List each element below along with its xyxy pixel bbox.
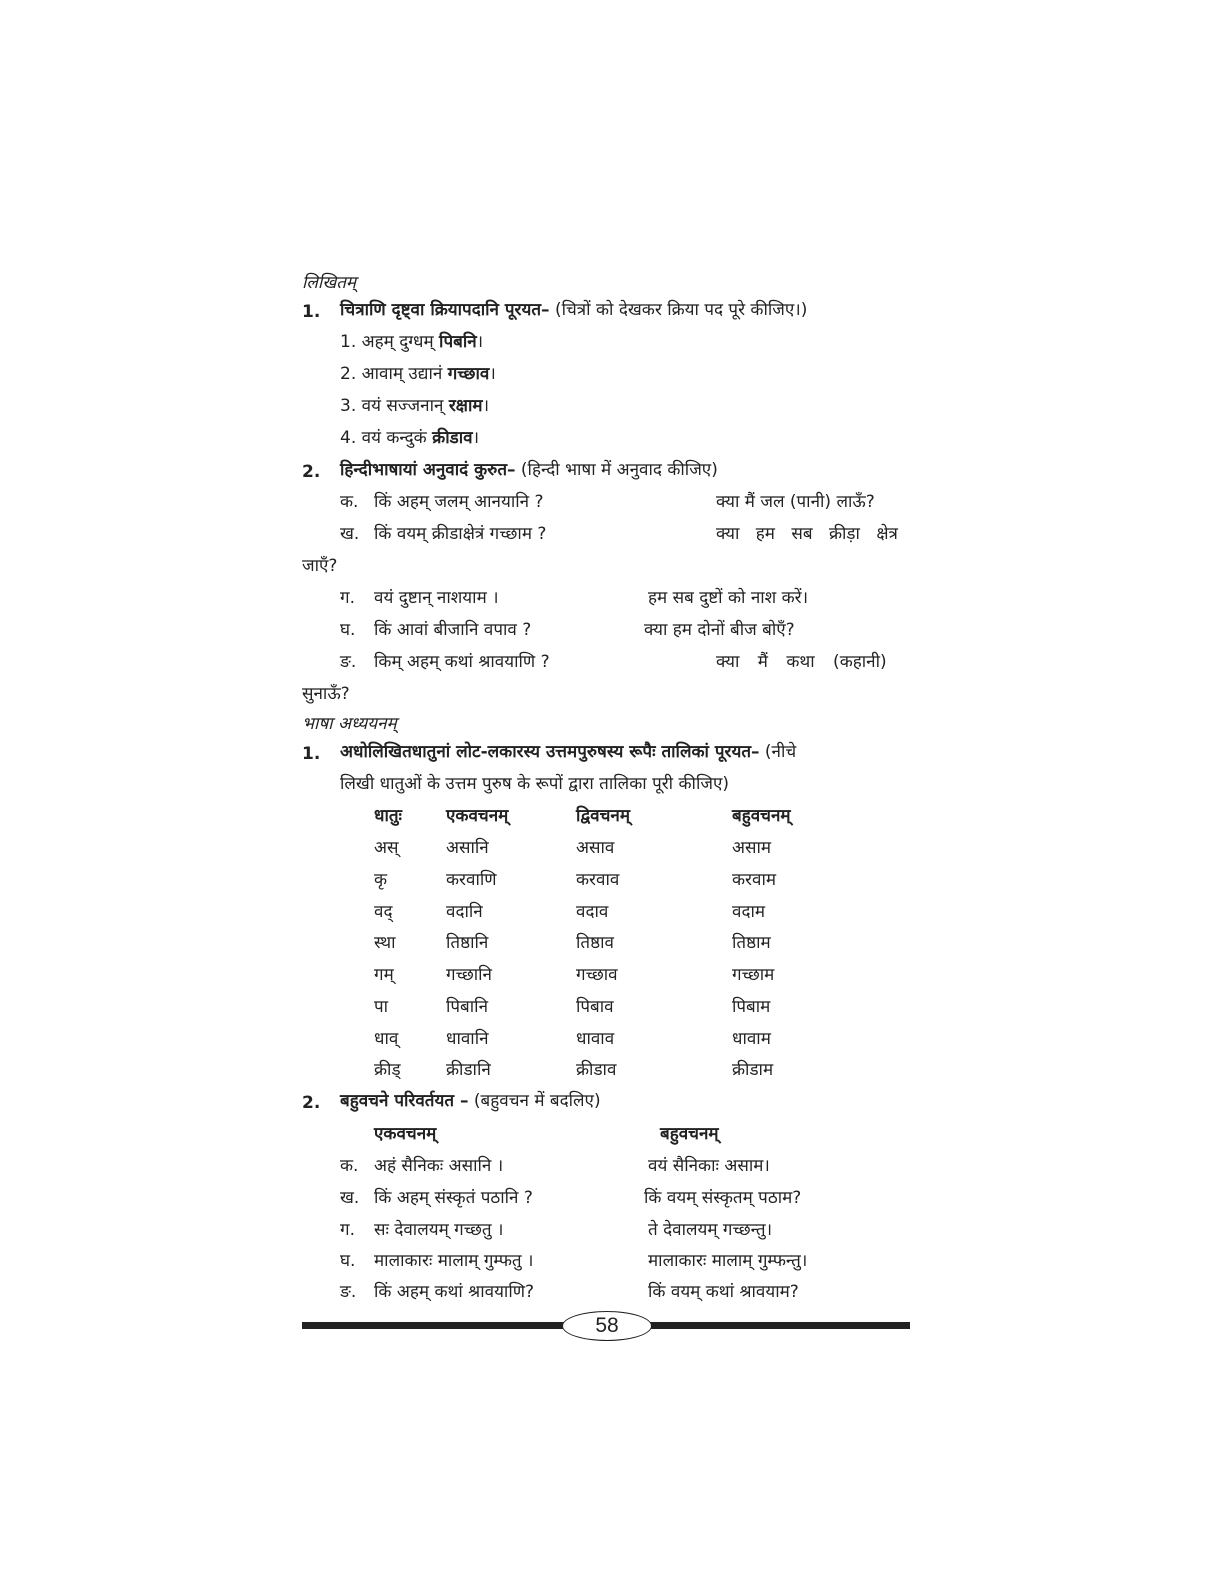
item-label: ख. — [340, 524, 360, 544]
item-label: ग. — [340, 1220, 355, 1240]
sanskrit-sentence: किम् अहम् कथां श्रावयाणि ? — [374, 652, 550, 672]
table-cell: स्था — [374, 933, 396, 953]
table-cell: वद् — [374, 902, 393, 922]
question-title: चित्राणि दृष्ट्वा क्रियापदानि पूरयत– — [340, 300, 550, 320]
hindi-translation: क्या हम सब क्रीड़ा क्षेत्र — [716, 524, 898, 544]
table-cell: करवाम — [732, 870, 777, 890]
plural-sentence: किं वयम् कथां श्रावयाम? — [648, 1282, 799, 1302]
column-header-plural: बहुवचनम् — [660, 1124, 719, 1144]
list-item: 2. आवाम् उद्यानं गच्छाव। — [340, 364, 496, 384]
question-heading — [340, 741, 796, 763]
table-cell: वदाव — [576, 902, 609, 922]
list-item: 1. अहम् दुग्धम् पिबनि। — [340, 332, 484, 352]
question-hint: (हिन्दी भाषा में अनुवाद कीजिए) — [520, 460, 718, 480]
item-label: ङ. — [340, 652, 357, 672]
section-title-likhitam: लिखितम् — [302, 273, 357, 293]
page-number: 58 — [562, 1311, 652, 1341]
table-header: एकवचनम् — [446, 806, 509, 826]
column-header-singular: एकवचनम् — [374, 1124, 437, 1144]
table-cell: करवाणि — [446, 870, 497, 890]
singular-sentence: सः देवालयम् गच्छतु । — [374, 1220, 504, 1240]
table-cell: अस् — [374, 838, 399, 858]
table-cell: पा — [374, 997, 389, 1017]
table-header: द्विवचनम् — [576, 806, 631, 826]
table-cell: धावाम — [732, 1029, 771, 1049]
hindi-translation: क्या हम दोनों बीज बोएँ? — [644, 620, 795, 640]
table-cell: असानि — [446, 838, 489, 858]
hindi-translation-continued: जाएँ? — [302, 556, 338, 576]
singular-sentence: मालाकारः मालाम् गुम्फतु । — [374, 1251, 534, 1271]
table-cell: गच्छाव — [576, 965, 618, 985]
table-cell: क्रीडाव — [576, 1060, 617, 1080]
question-title: अधोलिखितधातुनां लोट-लकारस्य उत्तमपुरुषस्य रूपैः तालिकां पूरयत– — [340, 742, 760, 762]
singular-sentence: किं अहम् कथां श्रावयाणि? — [374, 1282, 535, 1302]
hindi-translation: हम सब दुष्टों को नाश करें। — [648, 588, 809, 608]
table-header: धातुः — [374, 806, 402, 826]
table-cell: करवाव — [576, 870, 620, 890]
question-hint: (चित्रों को देखकर क्रिया पद पूरे कीजिए।) — [554, 300, 808, 320]
singular-sentence: किं अहम् संस्कृतं पठानि ? — [374, 1188, 533, 1208]
hindi-translation-continued: सुनाऊँ? — [302, 684, 350, 704]
hindi-translation: क्या मैं जल (पानी) लाऊँ? — [716, 492, 875, 512]
table-cell: क्रीडानि — [446, 1060, 491, 1080]
table-cell: गच्छानि — [446, 965, 492, 985]
table-cell: धाव् — [374, 1029, 399, 1049]
plural-sentence: वयं सैनिकाः असाम। — [648, 1156, 770, 1176]
table-cell: पिबाम — [732, 997, 771, 1017]
question-hint-continued: लिखी धातुओं के उत्तम पुरुष के रूपों द्वारा तालिका पूरी कीजिए) — [340, 774, 729, 794]
table-cell: धावाव — [576, 1029, 615, 1049]
hindi-translation: क्या मैं कथा (कहानी) — [716, 652, 887, 672]
question-heading — [340, 1090, 601, 1112]
question-number: 2. — [302, 462, 321, 482]
table-header: बहुवचनम् — [732, 806, 791, 826]
sanskrit-sentence: किं वयम् क्रीडाक्षेत्रं गच्छाम ? — [374, 524, 547, 544]
table-cell: तिष्ठानि — [446, 933, 489, 953]
plural-sentence: मालाकारः मालाम् गुम्फन्तु। — [648, 1251, 808, 1271]
table-cell: तिष्ठाम — [732, 933, 771, 953]
table-cell: धावानि — [446, 1029, 489, 1049]
plural-sentence: किं वयम् संस्कृतम् पठाम? — [644, 1188, 802, 1208]
table-cell: वदानि — [446, 902, 483, 922]
question-title: बहुवचने परिवर्तयत – — [340, 1091, 469, 1111]
list-item: 4. वयं कन्दुकं क्रीडाव। — [340, 428, 480, 448]
question-hint: (बहुवचन में बदलिए) — [473, 1091, 601, 1111]
sanskrit-sentence: वयं दुष्टान् नाशयाम । — [374, 588, 499, 608]
question-title: हिन्दीभाषायां अनुवादं कुरुत– — [340, 460, 516, 480]
question-hint: (नीचे — [764, 742, 797, 762]
table-cell: वदाम — [732, 902, 766, 922]
table-cell: कृ — [374, 870, 388, 890]
table-cell: पिबानि — [446, 997, 489, 1017]
sanskrit-sentence: किं आवां बीजानि वपाव ? — [374, 620, 532, 640]
table-cell: गम् — [374, 965, 394, 985]
section-title-bhasha-adhyayanam: भाषा अध्ययनम् — [302, 714, 397, 734]
question-heading — [340, 459, 718, 481]
table-cell: गच्छाम — [732, 965, 775, 985]
item-label: क. — [340, 492, 359, 512]
question-number: 1. — [302, 302, 321, 322]
table-cell: असाम — [732, 838, 772, 858]
question-heading — [340, 299, 807, 321]
sanskrit-sentence: किं अहम् जलम् आनयानि ? — [374, 492, 544, 512]
table-cell: पिबाव — [576, 997, 614, 1017]
item-label: ङ. — [340, 1282, 357, 1302]
table-cell: असाव — [576, 838, 615, 858]
list-item: 3. वयं सज्जनान् रक्षाम। — [340, 396, 490, 416]
singular-sentence: अहं सैनिकः असानि । — [374, 1156, 504, 1176]
item-label: ग. — [340, 588, 355, 608]
item-label: घ. — [340, 1251, 356, 1271]
question-number: 1. — [302, 744, 321, 764]
table-cell: क्रीडाम — [732, 1060, 774, 1080]
plural-sentence: ते देवालयम् गच्छन्तु। — [648, 1220, 773, 1240]
question-number: 2. — [302, 1093, 321, 1113]
item-label: क. — [340, 1156, 359, 1176]
table-cell: क्रीड् — [374, 1060, 401, 1080]
item-label: घ. — [340, 620, 356, 640]
table-cell: तिष्ठाव — [576, 933, 614, 953]
item-label: ख. — [340, 1188, 360, 1208]
